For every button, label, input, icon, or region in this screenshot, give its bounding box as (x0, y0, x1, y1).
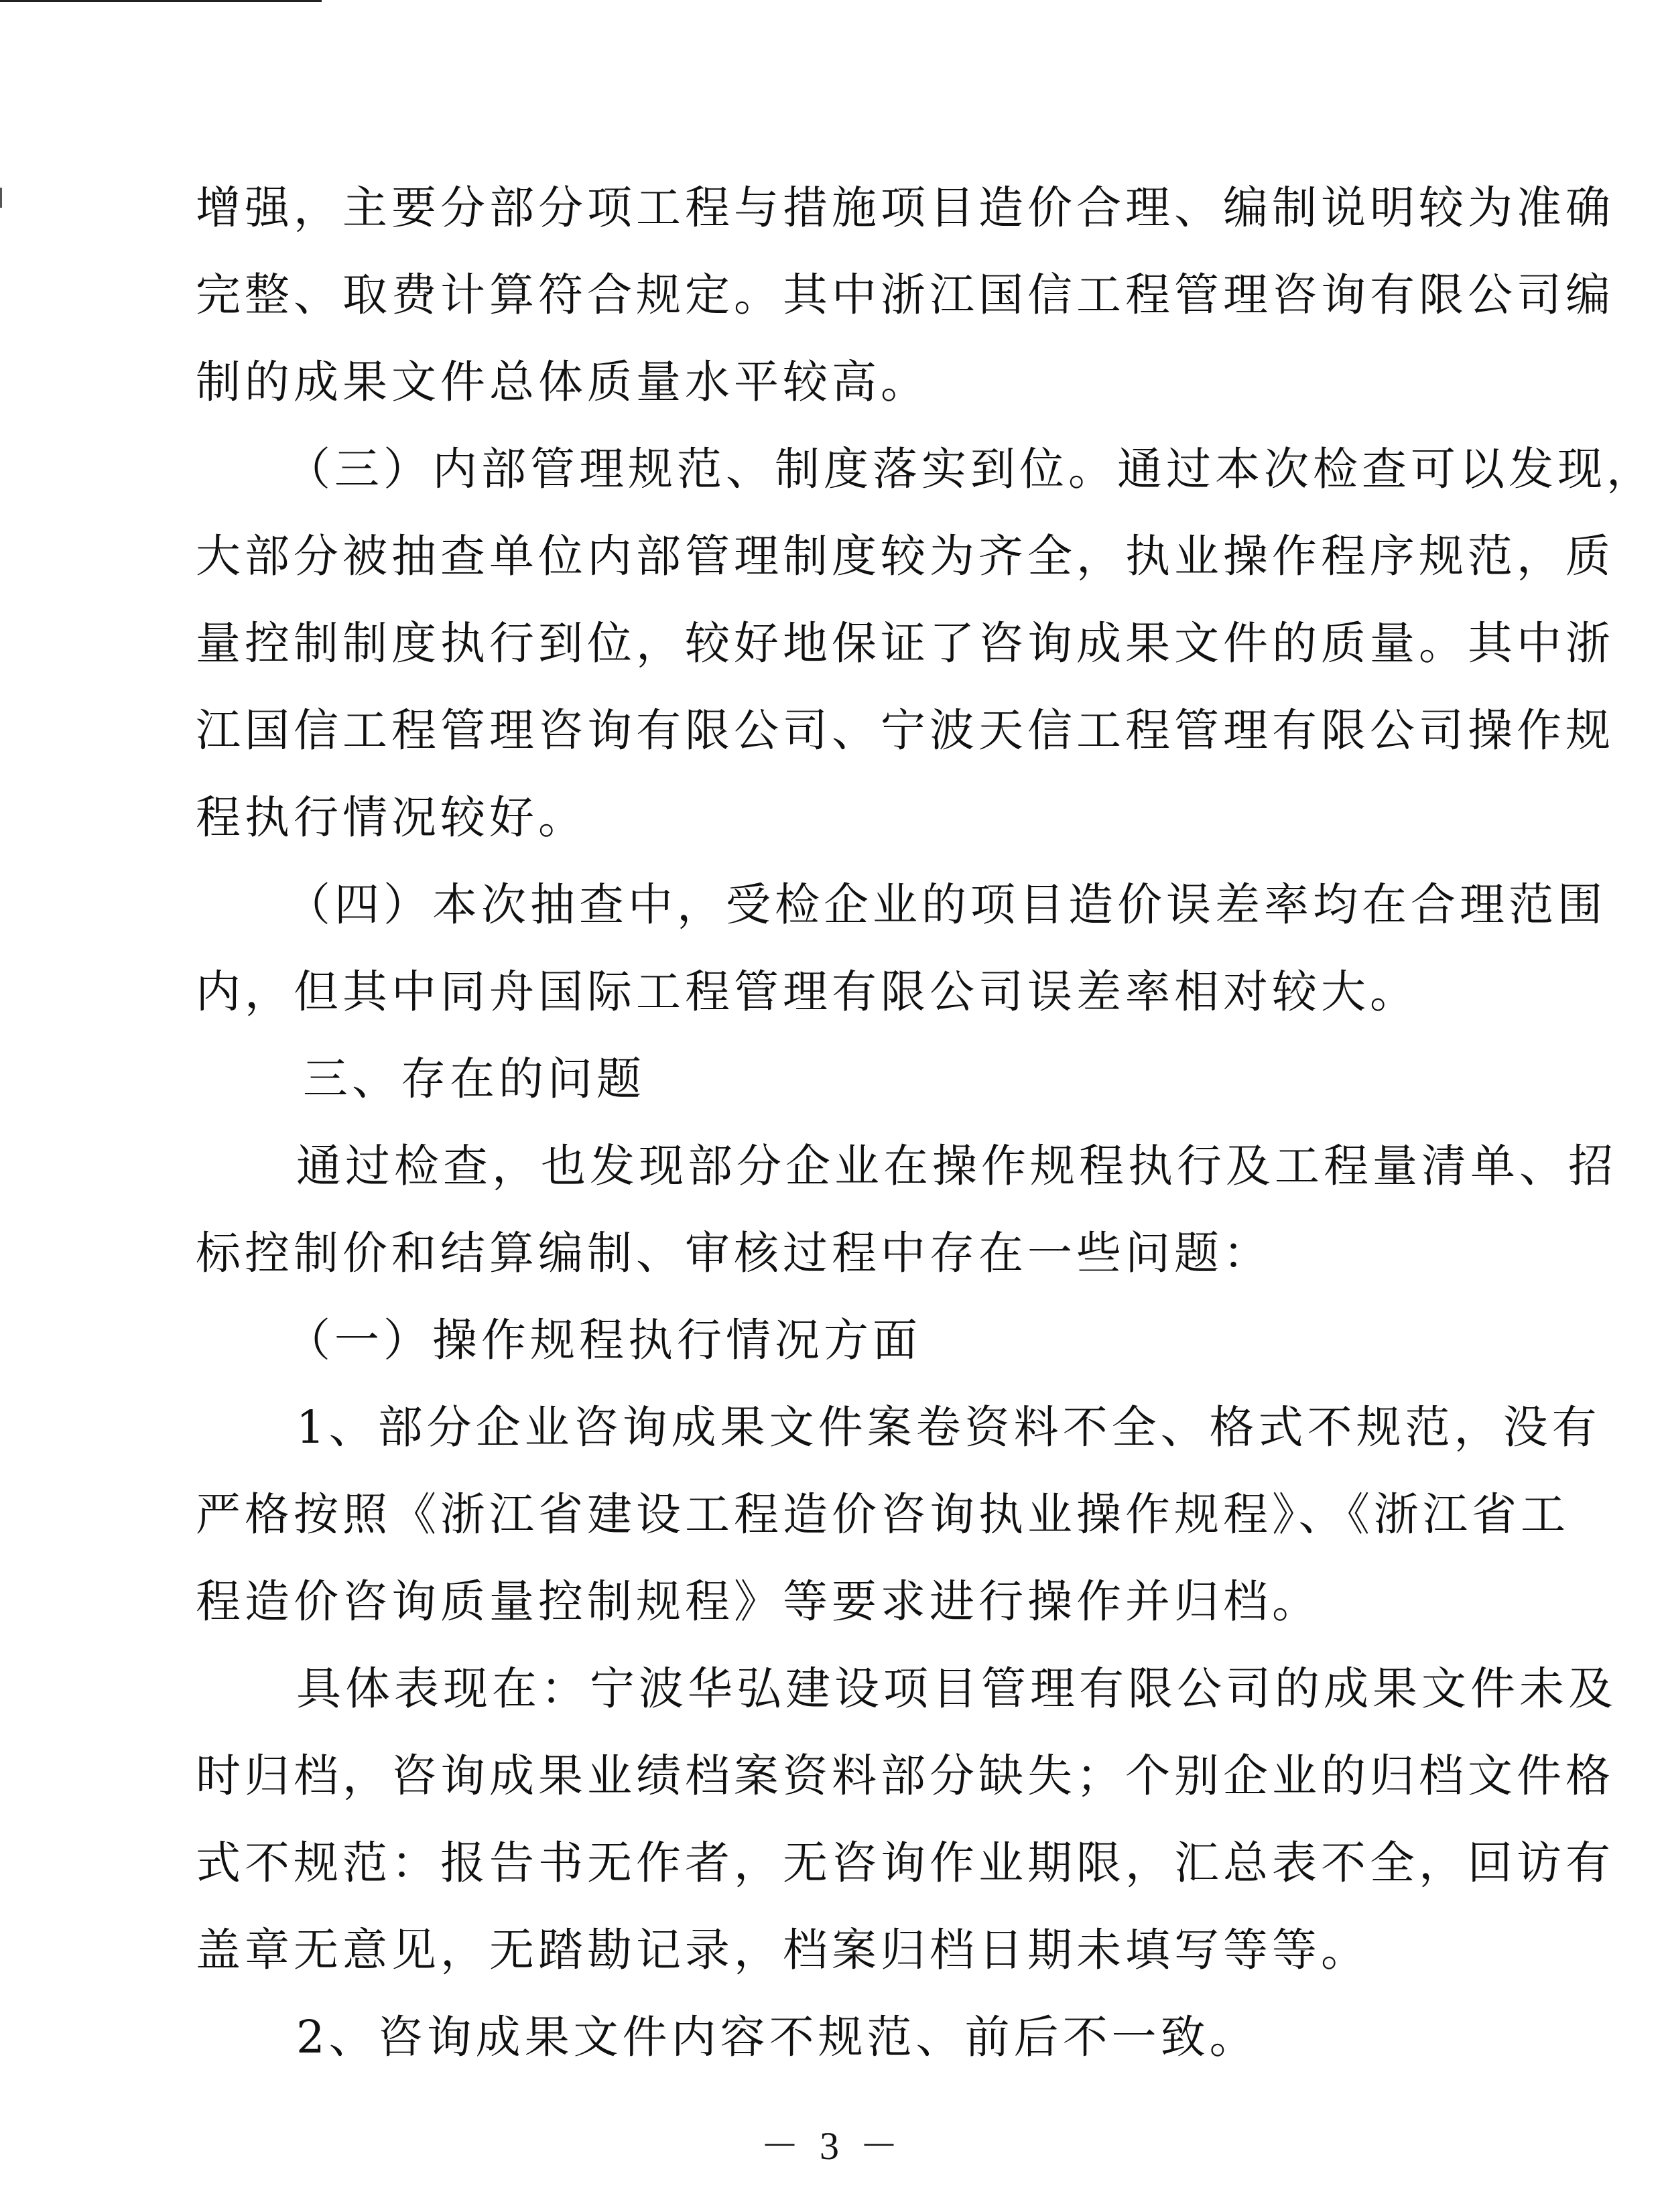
paragraph-line: 时归档，咨询成果业绩档案资料部分缺失；个别企业的归档文件格 (196, 1750, 1614, 1802)
paragraph-line: 具体表现在：宁波华弘建设项目管理有限公司的成果文件未及 (296, 1663, 1617, 1715)
subsection-heading: （一）操作规程执行情况方面 (285, 1314, 921, 1366)
paragraph-line: 制的成果文件总体质量水平较高。 (196, 356, 930, 408)
scan-left-edge-mark (0, 188, 2, 208)
scan-top-rule (0, 0, 322, 2)
paragraph-line: 大部分被抽查单位内部管理制度较为齐全，执业操作程序规范，质 (196, 530, 1614, 582)
paragraph-line: （三）内部管理规范、制度落实到位。通过本次检查可以发现， (285, 443, 1655, 495)
paragraph-line: 江国信工程管理咨询有限公司、宁波天信工程管理有限公司操作规 (196, 704, 1614, 757)
paragraph-line: 标控制价和结算编制、审核过程中存在一些问题： (196, 1227, 1272, 1279)
paragraph-line: 通过检查，也发现部分企业在操作规程执行及工程量清单、招 (296, 1140, 1617, 1192)
paragraph-line: 完整、取费计算符合规定。其中浙江国信工程管理咨询有限公司编 (196, 269, 1614, 321)
document-body (196, 164, 1655, 2081)
page-number: － 3 － (760, 2124, 904, 2168)
paragraph-line: 严格按照《浙江省建设工程造价咨询执业操作规程》、《浙江省工 (196, 1488, 1570, 1541)
paragraph-line: （四）本次抽查中，受检企业的项目造价误差率均在合理范围 (285, 879, 1606, 931)
paragraph-line: 1、部分企业咨询成果文件案卷资料不全、格式不规范，没有 (296, 1401, 1601, 1453)
paragraph-line: 增强，主要分部分项工程与措施项目造价合理、编制说明较为准确 (196, 182, 1614, 234)
paragraph-line: 量控制制度执行到位，较好地保证了咨询成果文件的质量。其中浙 (196, 617, 1614, 669)
paragraph-line: 盖章无意见，无踏勘记录，档案归档日期未填写等等。 (196, 1924, 1370, 1976)
paragraph-line: 2、咨询成果文件内容不规范、前后不一致。 (296, 2011, 1259, 2063)
paragraph-line: 式不规范：报告书无作者，无咨询作业期限，汇总表不全，回访有 (196, 1837, 1614, 1889)
paragraph-line: 程执行情况较好。 (196, 791, 587, 844)
paragraph-line: 内，但其中同舟国际工程管理有限公司误差率相对较大。 (196, 966, 1419, 1018)
paragraph-line: 程造价咨询质量控制规程》等要求进行操作并归档。 (196, 1575, 1321, 1628)
section-heading: 三、存在的问题 (303, 1053, 645, 1105)
